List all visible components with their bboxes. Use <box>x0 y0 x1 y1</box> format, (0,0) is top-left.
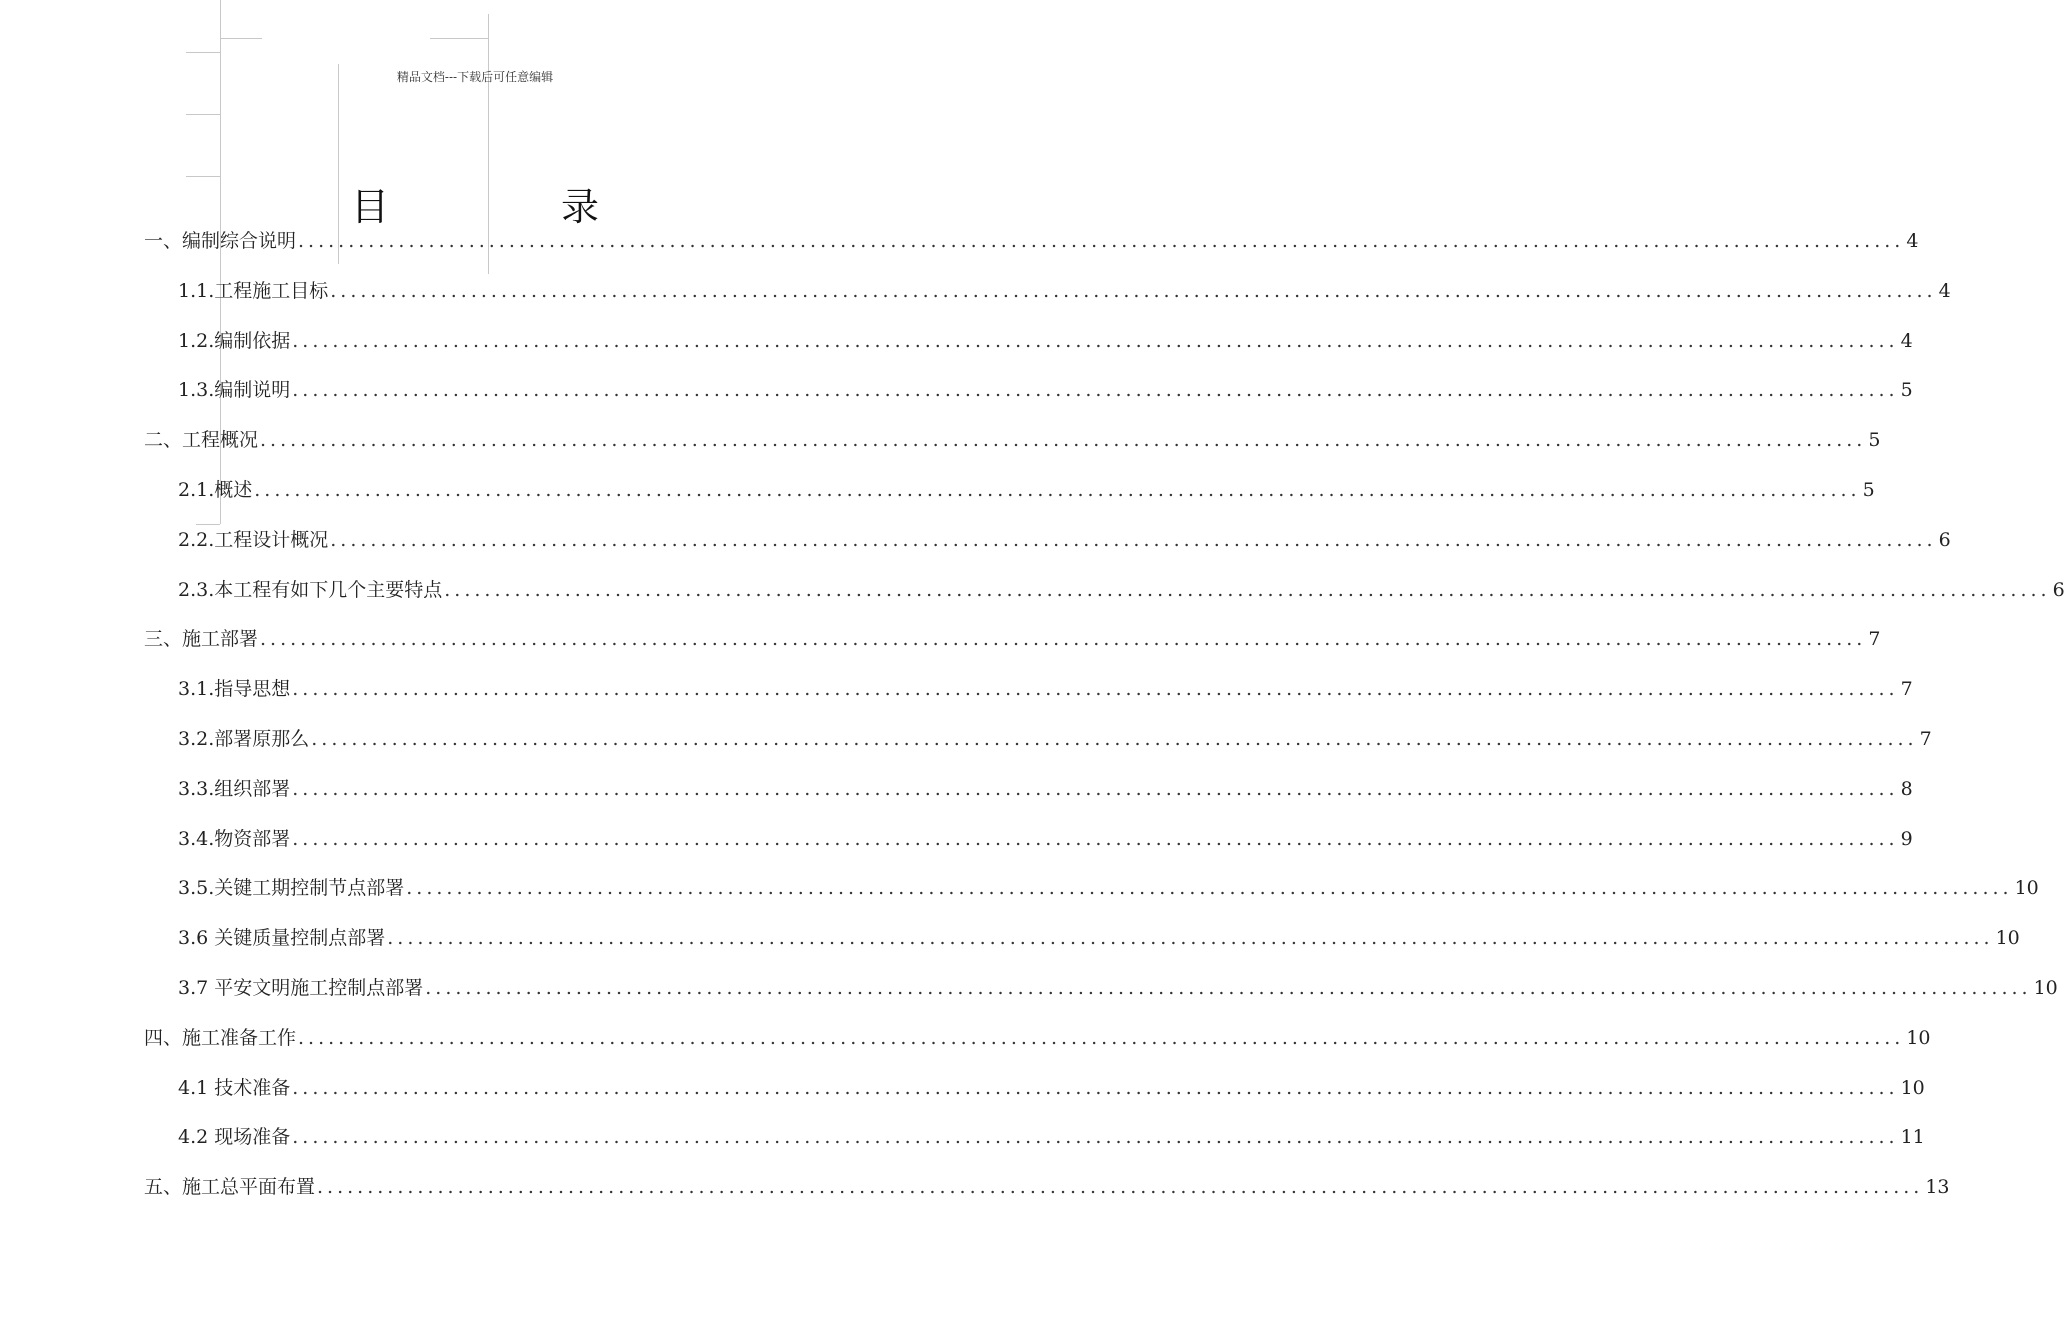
toc-entry[interactable] <box>144 624 1881 654</box>
page-header: 精品文档---下载后可任意编辑 <box>396 70 554 84</box>
toc-dot-leader: ................................................................................................................................................................ <box>292 777 1899 800</box>
crop-line <box>186 52 220 53</box>
toc-dot-leader: ................................................................................................................................................................ <box>311 728 1918 750</box>
toc-entry-page: 4 <box>1906 230 1919 252</box>
toc-dot-leader: ................................................................................................................................................................ <box>444 578 2051 601</box>
toc-dot-leader: ................................................................................................................................................................ <box>330 528 1937 551</box>
toc-entry[interactable] <box>144 1023 1931 1053</box>
toc-entry[interactable] <box>178 525 1951 555</box>
toc-entry-page: 13 <box>1925 1176 1950 1199</box>
toc-entry[interactable] <box>178 1073 1925 1103</box>
crop-line <box>220 38 262 39</box>
toc-dot-leader: ................................................................................................................................................................ <box>260 628 1867 651</box>
toc-entry-label: 3.3.组织部署 <box>178 777 291 800</box>
toc-entry-page: 8 <box>1900 777 1913 800</box>
toc-dot-leader: ................................................................................................................................................................ <box>425 977 2032 999</box>
toc-entry-label: 3.7 平安文明施工控制点部署 <box>178 977 424 999</box>
toc-entry[interactable] <box>178 475 1875 505</box>
toc-entry-label: 一、编制综合说明 <box>144 230 297 252</box>
toc-dot-leader: ................................................................................................................................................................ <box>260 429 1867 452</box>
toc-dot-leader: ................................................................................................................................................................ <box>292 678 1899 701</box>
toc-entry[interactable] <box>178 1122 1925 1152</box>
toc-entry[interactable] <box>144 425 1881 455</box>
toc-entry-page: 10 <box>2014 877 2039 900</box>
toc-entry[interactable] <box>178 824 1913 854</box>
crop-line <box>186 114 220 115</box>
toc-entry-page: 4 <box>1900 329 1913 352</box>
toc-entry-page: 5 <box>1862 479 1875 501</box>
toc-entry-label: 五、施工总平面布置 <box>144 1176 316 1199</box>
toc-dot-leader: ................................................................................................................................................................ <box>292 329 1899 352</box>
toc-entry[interactable] <box>178 375 1913 405</box>
toc-entry-page: 6 <box>2052 578 2065 601</box>
toc-entry-label: 4.2 现场准备 <box>178 1126 291 1149</box>
toc-dot-leader: ................................................................................................................................................................ <box>292 1076 1899 1099</box>
toc-dot-leader: ................................................................................................................................................................ <box>298 1026 1905 1049</box>
toc-entry[interactable] <box>178 923 2020 953</box>
toc-dot-leader: ................................................................................................................................................................ <box>292 1126 1899 1149</box>
toc-entry-page: 4 <box>1938 279 1951 302</box>
toc-entry-page: 7 <box>1919 728 1932 750</box>
toc-entry-label: 4.1 技术准备 <box>178 1076 291 1099</box>
toc-entry[interactable] <box>144 226 1919 256</box>
toc-entry[interactable] <box>178 326 1913 356</box>
toc-dot-leader: ................................................................................................................................................................ <box>254 479 1861 501</box>
toc-entry-label: 2.2.工程设计概况 <box>178 528 329 551</box>
toc-entry[interactable] <box>178 973 2058 1003</box>
toc-entry-page: 11 <box>1900 1126 1925 1149</box>
toc-dot-leader: ................................................................................................................................................................ <box>298 230 1905 252</box>
toc-dot-leader: ................................................................................................................................................................ <box>292 379 1899 402</box>
toc-entry-page: 6 <box>1938 528 1951 551</box>
toc-entry[interactable] <box>144 1172 1950 1202</box>
page-title: 目 录 <box>350 185 680 229</box>
toc-entry[interactable] <box>178 276 1951 306</box>
toc-entry-page: 7 <box>1900 678 1913 701</box>
toc-entry-page: 5 <box>1868 429 1881 452</box>
toc-entry-label: 3.2.部署原那么 <box>178 728 310 750</box>
toc-entry-label: 3.5.关键工期控制节点部署 <box>178 877 405 900</box>
toc-entry-page: 10 <box>1995 927 2020 950</box>
toc-entry-page: 7 <box>1868 628 1881 651</box>
toc-dot-leader: ................................................................................................................................................................ <box>292 827 1899 850</box>
toc-entry-page: 10 <box>1900 1076 1925 1099</box>
toc-entry-label: 2.3.本工程有如下几个主要特点 <box>178 578 443 601</box>
toc-entry-page: 10 <box>2033 977 2058 999</box>
toc-entry-page: 10 <box>1906 1026 1931 1049</box>
toc-dot-leader: ................................................................................................................................................................ <box>387 927 1994 950</box>
toc-entry[interactable] <box>178 674 1913 704</box>
toc-entry[interactable] <box>178 774 1913 804</box>
crop-line <box>430 38 488 39</box>
toc-dot-leader: ................................................................................................................................................................ <box>406 877 2013 900</box>
toc-entry-label: 1.3.编制说明 <box>178 379 291 402</box>
toc-entry-label: 3.4.物资部署 <box>178 827 291 850</box>
toc-entry-label: 三、施工部署 <box>144 628 259 651</box>
toc-entry-label: 1.1.工程施工目标 <box>178 279 329 302</box>
toc-entry-label: 1.2.编制依据 <box>178 329 291 352</box>
toc-dot-leader: ................................................................................................................................................................ <box>330 279 1937 302</box>
toc-entry-page: 9 <box>1900 827 1913 850</box>
toc-entry-label: 二、工程概况 <box>144 429 259 452</box>
toc-entry-label: 2.1.概述 <box>178 479 253 501</box>
toc-entry-label: 四、施工准备工作 <box>144 1026 297 1049</box>
toc-entry[interactable] <box>178 873 2039 903</box>
toc-entry-label: 3.1.指导思想 <box>178 678 291 701</box>
toc-entry-label: 3.6 关键质量控制点部署 <box>178 927 386 950</box>
toc-entry[interactable] <box>178 575 2065 605</box>
toc-entry-page: 5 <box>1900 379 1913 402</box>
toc-dot-leader: ................................................................................................................................................................ <box>317 1176 1924 1199</box>
toc-entry[interactable] <box>178 724 1932 754</box>
